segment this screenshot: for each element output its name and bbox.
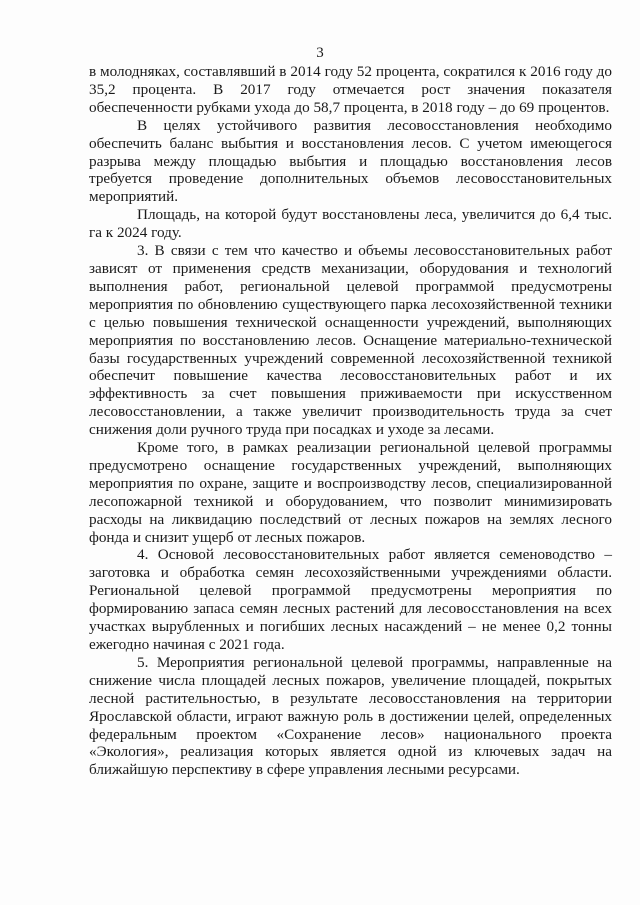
page-number: 3 (316, 45, 324, 61)
paragraph-item-3-equipment: 3. В связи с тем что качество и объемы лесовосстановительных работ зависят от применения средств механизации, оборудования и технологий выполнения работ, региональной целевой программой предусмотрены мероприятия по обновлению существующего парка лесохозяйственной техники с целью повышения технической оснащенности учреждений, выполняющих мероприятия по восстановлению лесов. Оснащение материально-технической базы государственных учреждений современной лесохозяйственной техникой обеспечит повышение качества лесовосстановительных работ и их эффективность за счет повышения приживаемости при искусственном лесовосстановлении, а также увеличит производительность труда за счет снижения доли ручного труда при посадках и уходе за лесами. (89, 242, 612, 439)
paragraph-item-4-seed-production: 4. Основой лесовосстановительных работ является семеноводство – заготовка и обработка семян лесохозяйственными учреждениями области. Региональной целевой программой предусмотрены мероприятия по формированию запаса семян лесных растений для лесовосстановления на всех участках вырубленных и погибших лесных насаждений – не менее 0,2 тонны ежегодно начиная с 2021 года. (89, 546, 612, 653)
paragraph-continuation: в молодняках, составлявший в 2014 году 52 процента, сократился к 2016 году до 35,2 процента. В 2017 году отмечается рост значения показателя обеспеченности рубками ухода до 58,7 процента, в 2018 году – до 69 процентов. (89, 63, 612, 116)
document-body (89, 63, 612, 779)
paragraph-reforestation-balance: В целях устойчивого развития лесовосстановления необходимо обеспечить баланс выбытия и восстановления лесов. С учетом имеющегося разрыва между площадью выбытия и площадью восстановления лесов требуется проведение дополнительных объемов лесовосстановительных мероприятий. (89, 116, 612, 206)
paragraph-restored-area: Площадь, на которой будут восстановлены леса, увеличится до 6,4 тыс. га к 2024 году. (89, 206, 612, 242)
paragraph-item-5-ecology-project: 5. Мероприятия региональной целевой программы, направленные на снижение числа площадей лесных пожаров, увеличение площадей, покрытых лесной растительностью, в результате лесовосстановления на территории Ярославской области, играют важную роль в достижении целей, определенных федеральным проектом «Сохранение лесов» национального проекта «Экология», реализация которых является одной из ключевых задач на ближайшую перспективу в сфере управления лесными ресурсами. (89, 653, 612, 779)
paragraph-fire-equipment: Кроме того, в рамках реализации региональной целевой программы предусмотрено оснащение государственных учреждений, выполняющих мероприятия по охране, защите и воспроизводству лесов, специализированной лесопожарной техникой и оборудованием, что позволит минимизировать расходы на ликвидацию последствий от лесных пожаров на землях лесного фонда и снизит ущерб от лесных пожаров. (89, 439, 612, 546)
